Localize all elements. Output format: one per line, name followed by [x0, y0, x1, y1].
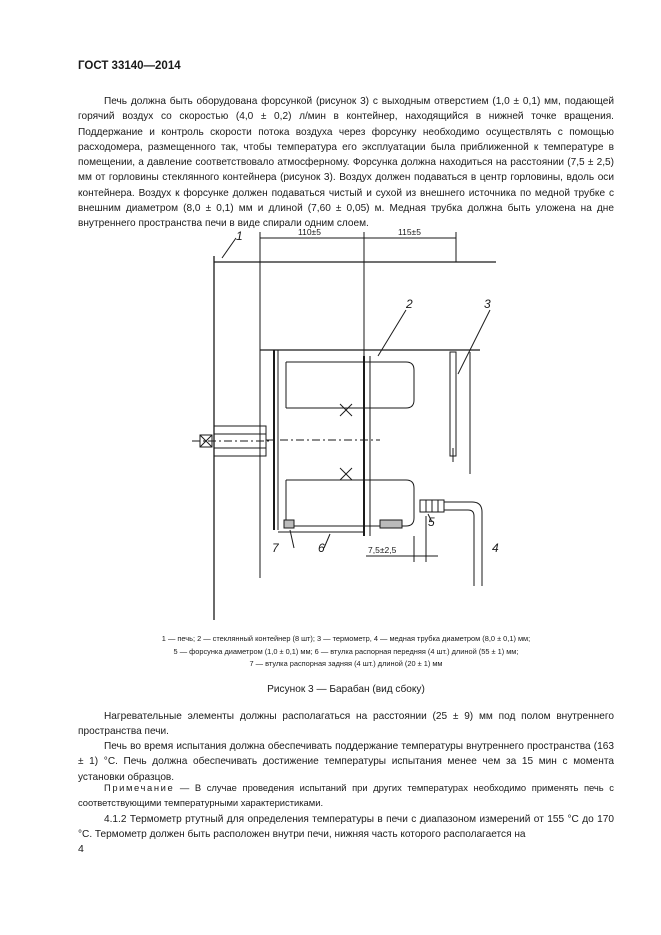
heating-paragraph: Нагревательные элементы должны располагаться на расстоянии (25 ± 9) мм под полом внутреннего пространства печи.: [78, 711, 614, 738]
intro-paragraph: Печь должна быть оборудована форсункой (рисунок 3) с выходным отверстием (1,0 ± 0,1) мм, подающей горячий воздух со скоростью (4,0 ± 0,2) л/мин в контейнер, находящийся в нижней точке вращения. Поддержание и контроль скорости потока воздуха через форсунку необходимо осуществлять с помощью расходомера, размещенного так, чтобы температура его эксплуатации была приближенной к температуре в помещении, а давление соответствовало атмосферному. Форсунка должна находиться на расстоянии (7,5 ± 2,5) мм от горловины стеклянного контейнера (рисунок 3). Воздух должен подаваться в центр горловины, вдоль оси контейнера. Воздух к форсунке должен подаваться чистый и сухой из внешнего источника по медной трубке с внешним диаметром (8,0 ± 0,1) мм и длиной (7,60 ± 0,05) м. Медная трубка должна быть уложена на дне внутреннего пространства печи в виде спирали одним слоем.: [78, 96, 614, 230]
section-paragraph: 4.1.2 Термометр ртутный для определения температуры в печи с диапазоном измерений от 155 °С до 170 °С. Термометр должен быть расположен внутри печи, нижняя часть которого располагается на: [78, 814, 614, 841]
spacer-sleeve-front: [380, 520, 402, 528]
dimension-label-right: 115±5: [398, 227, 421, 237]
callout-6: 6: [318, 541, 325, 555]
note: [78, 781, 614, 810]
spacer-sleeve-rear: [284, 520, 294, 528]
glass-container-upper: [286, 362, 414, 408]
legend-line: 1 — печь; 2 — стеклянный контейнер (8 шт); 3 — термометр, 4 — медная трубка диаметром (8,0 ± 0,1) мм;: [161, 634, 531, 643]
callout-3: 3: [484, 297, 491, 311]
page-number: 4: [78, 843, 84, 855]
callout-7: 7: [272, 541, 279, 555]
drum-side-view-figure: [180, 218, 510, 628]
copper-tube: [444, 502, 482, 586]
figure-caption: Рисунок 3 — Барабан (вид сбоку): [267, 684, 425, 695]
callout-2: 2: [406, 297, 413, 311]
callout-5: 5: [428, 515, 435, 529]
standard-code-header: ГОСТ 33140—2014: [78, 60, 181, 72]
glass-container-lower: [286, 480, 414, 526]
note-label: Примечание: [104, 782, 175, 793]
figure-legend: [78, 633, 614, 671]
temperature-paragraph: Печь во время испытания должна обеспечивать поддержание температуры внутреннего пространства (163 ± 1) °С. Печь должна обеспечивать достижение температуры испытания менее чем за 15 мин с момента установки образцов.: [78, 741, 614, 783]
dimension-label-left: 110±5: [298, 227, 321, 237]
callout-1: 1: [236, 229, 243, 243]
note-text: — В случае проведения испытаний при других температурах необходимо применять печь с соответствующими температурными характеристиками.: [78, 782, 614, 808]
legend-line: 5 — форсунка диаметром (1,0 ± 0,1) мм; 6 — втулка распорная передняя (4 шт.) длиной (55 ± 1) мм;: [173, 646, 519, 656]
callout-4: 4: [492, 541, 499, 555]
legend-line: 7 — втулка распорная задняя (4 шт.) длиной (20 ± 1) мм: [249, 659, 443, 668]
thermometer: [450, 352, 456, 456]
dimension-label-nozzle: 7,5±2,5: [368, 545, 397, 555]
